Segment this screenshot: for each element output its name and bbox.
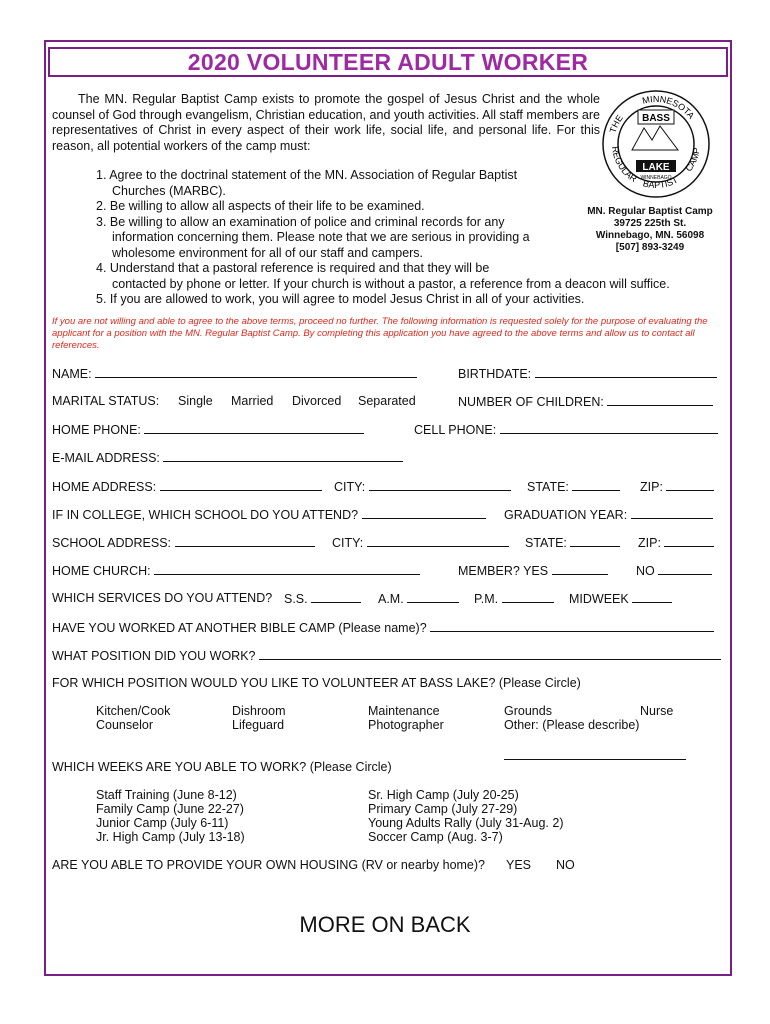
member-no-row	[636, 563, 712, 578]
pm-row	[474, 591, 554, 606]
position-other-field[interactable]	[504, 748, 686, 760]
email-field[interactable]	[163, 450, 403, 462]
weeks-question: WHICH WEEKS ARE YOU ABLE TO WORK? (Please Circle)	[52, 760, 392, 774]
school-state-field[interactable]	[570, 535, 620, 547]
week-jr-high-camp[interactable]: Jr. High Camp (July 13-18)	[96, 830, 245, 844]
contact-phone: [507] 893-3249	[615, 242, 685, 253]
home-state-label: STATE:	[527, 480, 569, 494]
am-field[interactable]	[407, 591, 459, 603]
home-church-row	[52, 563, 420, 578]
home-zip-label: ZIP:	[640, 480, 663, 494]
grad-year-field[interactable]	[631, 507, 713, 519]
position-photographer[interactable]: Photographer	[368, 718, 444, 732]
school-city-row	[332, 535, 509, 550]
intro-text: The MN. Regular Baptist Camp exists to promote the gospel of Jesus Christ and the whole counsel of God through evangelism, Christian education, and youth activities. All staff members are representatives of Christ in every aspect of their work life, social life, and personal life. For this reason, all potential workers of the camp must:	[52, 92, 600, 153]
birthdate-label: BIRTHDATE:	[458, 367, 532, 381]
school-address-label: SCHOOL ADDRESS:	[52, 536, 172, 550]
other-camp-label: HAVE YOU WORKED AT ANOTHER BIBLE CAMP (Please name)?	[52, 621, 427, 635]
home-address-field[interactable]	[160, 479, 322, 491]
position-maintenance[interactable]: Maintenance	[368, 704, 440, 718]
cell-phone-row	[414, 422, 718, 437]
name-label: NAME:	[52, 367, 92, 381]
requirements-list	[96, 168, 726, 308]
services-row	[52, 591, 272, 605]
warning-text: If you are not willing and able to agree to the above terms, proceed no further. The following information is requested solely for the purpose of evaluating the applicant for a position with the MN. Regular Baptist Camp. By completing this application you have agreed to the above terms and allow us to contact all references.	[52, 316, 708, 351]
school-state-row	[525, 535, 620, 550]
home-state-field[interactable]	[572, 479, 620, 491]
position-dishroom[interactable]: Dishroom	[232, 704, 286, 718]
cell-phone-label: CELL PHONE:	[414, 423, 497, 437]
requirement-3: 3. Be willing to allow an examination of police and criminal records for any	[96, 214, 505, 229]
member-yes-field[interactable]	[552, 563, 608, 575]
intro-paragraph	[52, 92, 600, 154]
school-city-label: CITY:	[332, 536, 364, 550]
home-phone-row	[52, 422, 364, 437]
logo-tree-icon	[632, 126, 678, 150]
contact-name: MN. Regular Baptist Camp	[587, 206, 713, 217]
week-sr-high-camp[interactable]: Sr. High Camp (July 20-25)	[368, 788, 519, 802]
volunteer-question: FOR WHICH POSITION WOULD YOU LIKE TO VOLUNTEER AT BASS LAKE? (Please Circle)	[52, 676, 581, 690]
am-label: A.M.	[378, 592, 404, 606]
position-lifeguard[interactable]: Lifeguard	[232, 718, 285, 732]
midweek-row	[569, 591, 672, 606]
week-junior-camp[interactable]: Junior Camp (July 6-11)	[96, 816, 229, 830]
home-state-row	[527, 479, 620, 494]
school-zip-label: ZIP:	[638, 536, 661, 550]
home-church-field[interactable]	[154, 563, 420, 575]
children-row	[458, 394, 713, 409]
school-zip-row	[638, 535, 714, 550]
home-zip-row	[640, 479, 714, 494]
email-row	[52, 450, 403, 465]
requirement-1-cont: Churches (MARBC).	[112, 183, 226, 198]
housing-yes[interactable]: YES	[506, 858, 532, 872]
housing-no[interactable]: NO	[556, 858, 575, 872]
position-label: WHAT POSITION DID YOU WORK?	[52, 649, 256, 663]
requirement-1: 1. Agree to the doctrinal statement of the MN. Association of Regular Baptist	[96, 168, 518, 182]
home-phone-field[interactable]	[144, 422, 364, 434]
logo-baptist-text: BAPTIST	[641, 174, 680, 191]
position-counselor[interactable]: Counselor	[96, 718, 153, 732]
school-address-row	[52, 535, 315, 550]
home-city-row	[334, 479, 511, 494]
other-camp-field[interactable]	[430, 620, 714, 632]
marital-divorced[interactable]: Divorced	[292, 394, 342, 408]
am-row	[378, 591, 459, 606]
logo-winnebago: WINNEBAGO	[640, 175, 672, 181]
member-no-field[interactable]	[658, 563, 712, 575]
name-field[interactable]	[95, 366, 417, 378]
cell-phone-field[interactable]	[500, 422, 718, 434]
contact-city: Winnebago, MN. 56098	[595, 230, 705, 241]
school-address-field[interactable]	[175, 535, 315, 547]
requirement-2: 2. Be willing to allow all aspects of their life to be examined.	[96, 199, 425, 213]
home-church-label: HOME CHURCH:	[52, 564, 151, 578]
logo-regular-text: REGULAR	[609, 145, 639, 185]
position-row	[52, 648, 721, 663]
position-other[interactable]: Other: (Please describe)	[504, 718, 640, 732]
college-label: IF IN COLLEGE, WHICH SCHOOL DO YOU ATTEND?	[52, 508, 359, 522]
birthdate-row	[458, 366, 717, 381]
member-no-label: NO	[636, 564, 655, 578]
member-yes-label: MEMBER? YES	[458, 564, 549, 578]
home-city-field[interactable]	[369, 479, 511, 491]
home-city-label: CITY:	[334, 480, 366, 494]
ss-row	[284, 591, 361, 606]
birthdate-field[interactable]	[535, 366, 717, 378]
week-soccer-camp[interactable]: Soccer Camp (Aug. 3-7)	[368, 830, 503, 844]
position-grounds[interactable]: Grounds	[504, 704, 552, 718]
ss-field[interactable]	[311, 591, 361, 603]
week-young-adults[interactable]: Young Adults Rally (July 31-Aug. 2)	[368, 816, 564, 830]
grad-year-label: GRADUATION YEAR:	[504, 508, 628, 522]
marital-single[interactable]: Single	[178, 394, 213, 408]
logo-lake: LAKE	[642, 162, 670, 173]
school-zip-field[interactable]	[664, 535, 714, 547]
week-family-camp[interactable]: Family Camp (June 22-27)	[96, 802, 244, 816]
logo-minnesota-text: MINNESOTA	[641, 93, 697, 121]
requirement-3-cont: information concerning them. Please note that we are serious in providing a	[112, 230, 530, 244]
more-on-back: MORE ON BACK	[299, 912, 471, 937]
home-address-label: HOME ADDRESS:	[52, 480, 157, 494]
name-row	[52, 366, 417, 381]
form-title: 2020 VOLUNTEER ADULT WORKER	[48, 47, 728, 77]
midweek-field[interactable]	[632, 591, 672, 603]
marital-married[interactable]: Married	[231, 394, 274, 408]
position-nurse[interactable]: Nurse	[640, 704, 674, 718]
college-field[interactable]	[362, 507, 486, 519]
email-label: E-MAIL ADDRESS:	[52, 451, 160, 465]
position-kitchen[interactable]: Kitchen/Cook	[96, 704, 171, 718]
ss-label: S.S.	[284, 592, 308, 606]
pm-label: P.M.	[474, 592, 499, 606]
midweek-label: MIDWEEK	[569, 592, 629, 606]
children-field[interactable]	[607, 394, 713, 406]
requirement-5: 5. If you are allowed to work, you will agree to model Jesus Christ in all of your activities.	[96, 292, 585, 306]
grad-year-row	[504, 507, 713, 522]
position-field[interactable]	[259, 648, 721, 660]
week-primary-camp[interactable]: Primary Camp (July 27-29)	[368, 802, 518, 816]
marital-separated[interactable]: Separated	[358, 394, 416, 408]
week-staff-training[interactable]: Staff Training (June 8-12)	[96, 788, 237, 802]
marital-row	[52, 394, 159, 408]
school-city-field[interactable]	[367, 535, 509, 547]
contact-street: 39725 225th St.	[613, 218, 687, 229]
member-yes-row	[458, 563, 608, 578]
children-label: NUMBER OF CHILDREN:	[458, 395, 604, 409]
logo-bass: BASS	[642, 113, 670, 124]
home-address-row	[52, 479, 322, 494]
requirement-4: 4. Understand that a pastoral reference is required and that they will be	[96, 261, 490, 275]
other-camp-row	[52, 620, 714, 635]
school-state-label: STATE:	[525, 536, 567, 550]
logo-top-text: THE	[607, 112, 625, 135]
logo-camp-text: CAMP	[683, 147, 702, 174]
college-row	[52, 507, 486, 522]
home-phone-label: HOME PHONE:	[52, 423, 141, 437]
housing-question: ARE YOU ABLE TO PROVIDE YOUR OWN HOUSING (RV or nearby home)?	[52, 858, 486, 872]
home-zip-field[interactable]	[666, 479, 714, 491]
requirement-3-cont2: wholesome environment for all of our staff and campers.	[112, 245, 424, 260]
requirement-4-cont: contacted by phone or letter. If your church is without a pastor, a reference from a deacon will suffice.	[112, 276, 670, 291]
marital-label: MARITAL STATUS:	[52, 394, 160, 408]
pm-field[interactable]	[502, 591, 554, 603]
services-label: WHICH SERVICES DO YOU ATTEND?	[52, 591, 273, 605]
